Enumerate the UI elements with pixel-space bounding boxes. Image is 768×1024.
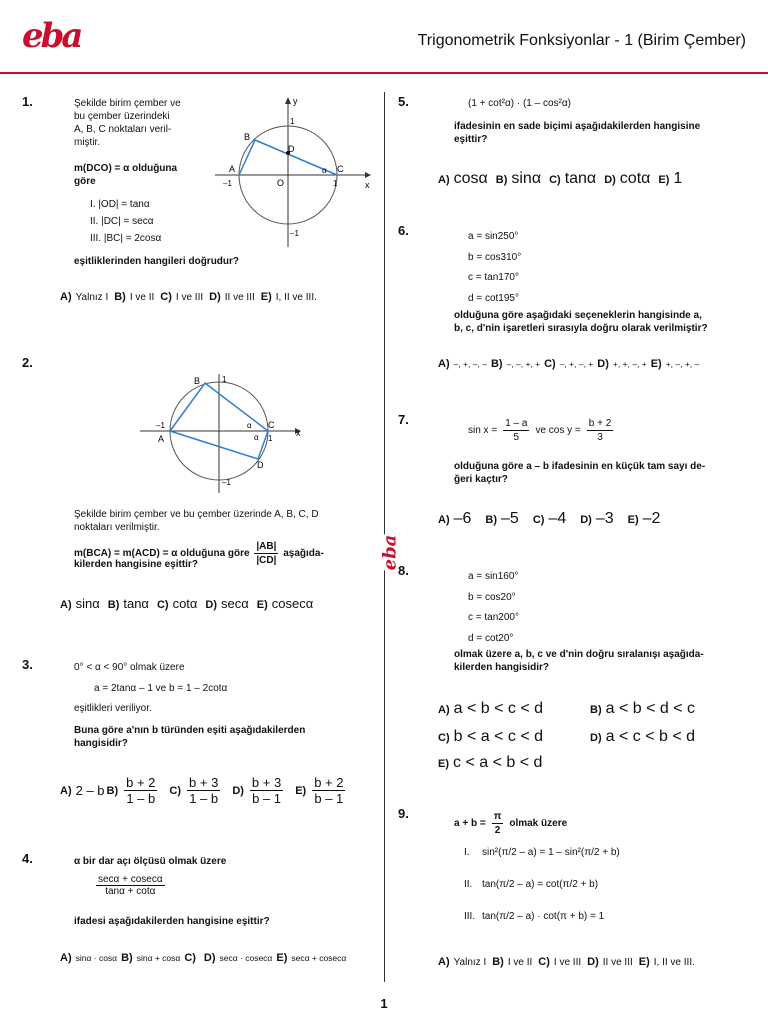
option-b[interactable]: B) I ve II: [492, 956, 533, 968]
option-e[interactable]: E) c < a < b < d: [438, 754, 543, 771]
label-one-right: 1: [268, 434, 273, 443]
question-given: m(DCO) = α olduğuna göre: [74, 163, 178, 187]
label-A: A: [158, 434, 165, 444]
label-x: x: [365, 180, 370, 190]
question-prompt: ifadesi aşağıdakilerden hangisine eşittir?: [74, 916, 270, 927]
label-one-right: 1: [333, 179, 338, 188]
definitions: a = sin250° b = cos310° c = tan170° d = cot195°: [468, 231, 522, 304]
question-prompt: Buna göre a'nın b türünden eşiti aşağıdakilerden hangisidir?: [74, 725, 306, 749]
label-D: D: [257, 460, 264, 470]
option-b[interactable]: B) a < b < d < c: [590, 700, 696, 717]
label-B: B: [244, 132, 251, 142]
option-b[interactable]: B) sinα + cosα: [121, 952, 181, 964]
label-minus-one-bottom: –1: [222, 478, 231, 487]
option-a[interactable]: A) sinα · cosα: [60, 952, 118, 964]
header-rule: [0, 72, 768, 74]
option-b[interactable]: B) I ve II: [114, 291, 155, 303]
option-e[interactable]: E) $\frac{b + 2}{b - 1}$: [295, 775, 344, 806]
question-number: 3.: [22, 657, 33, 672]
question-number: 2.: [22, 355, 33, 370]
unit-circle-figure: [215, 92, 375, 252]
definitions: a = sin160° b = cos20° c = tan200° d = cot20°: [468, 571, 519, 644]
option-a[interactable]: A) 2 – b: [60, 783, 105, 798]
label-y: y: [293, 96, 298, 106]
label-alpha: α: [322, 166, 327, 175]
option-a[interactable]: A) a < b < c < d: [438, 700, 544, 717]
option-c[interactable]: C) b < a < c < d: [438, 728, 544, 745]
question-number: 4.: [22, 851, 33, 866]
option-c[interactable]: C) tanα: [549, 170, 597, 187]
option-b[interactable]: B) $\frac{b + 2}{1 - b}$: [106, 775, 156, 806]
question-given: m(BCA) = m(ACD) = α olduğuna göre $\frac{|AB|}{|CD|}$ aşağıda-: [74, 541, 324, 566]
page-number: 1: [380, 996, 388, 1011]
option-e[interactable]: E) I, II ve III.: [638, 956, 695, 968]
option-a[interactable]: A) –, +, –, –: [438, 358, 487, 370]
label-C: C: [268, 420, 275, 430]
statement-2: II. tan(π/2 – a) = cot(π/2 + b): [464, 879, 599, 890]
label-C: C: [337, 164, 344, 174]
option-d[interactable]: D) +, +, –, +: [597, 358, 647, 370]
condition: 0° < α < 90° olmak üzere: [74, 662, 185, 673]
question-prompt: eşitliklerinden hangileri doğrudur?: [74, 256, 240, 267]
answer-options: [60, 291, 323, 303]
equation: sin x = $\frac{1 - a}{5}$ ve cos y = $\frac{b + 2}{3}$: [468, 418, 612, 443]
option-b[interactable]: B) –, –, +, +: [490, 358, 541, 370]
answer-options: [438, 170, 690, 188]
option-e[interactable]: E) –2: [627, 510, 661, 527]
option-a[interactable]: A) –6: [438, 510, 472, 527]
side-eba-logo: eba: [379, 534, 401, 571]
answer-options: [438, 358, 703, 370]
statement-1: I. sin²(π/2 – a) = 1 – sin²(π/2 + b): [464, 847, 620, 858]
question-prompt: ifadesinin en sade biçimi aşağıdakilerden hangisine eşittir?: [454, 121, 701, 145]
option-c[interactable]: C) –4: [532, 510, 567, 527]
option-a[interactable]: A) Yalnız I: [60, 291, 109, 303]
label-alpha-2: α: [254, 433, 259, 442]
option-e[interactable]: E) I, II ve III.: [260, 291, 317, 303]
unit-circle-figure: [140, 368, 310, 498]
option-e[interactable]: E) cosecα: [256, 596, 314, 611]
question-number: 5.: [398, 94, 409, 109]
answer-options: [60, 775, 357, 806]
option-b[interactable]: B) tanα: [107, 596, 149, 611]
answer-options: [438, 956, 701, 968]
option-d[interactable]: D) secα: [205, 596, 249, 611]
question-number: 7.: [398, 412, 409, 427]
option-b[interactable]: B) sinα: [495, 170, 542, 187]
condition: α bir dar açı ölçüsü olmak üzere: [74, 856, 227, 867]
eba-logo: eba: [22, 16, 81, 56]
label-one-top: 1: [222, 375, 227, 384]
answer-options: [60, 596, 321, 611]
label-alpha-1: α: [247, 421, 252, 430]
condition: a + b = $\frac{\pi}{2}$ olmak üzere: [454, 811, 568, 836]
option-c[interactable]: C) –, +, –, +: [544, 358, 594, 370]
option-c[interactable]: C) $\frac{b + 3}{1 - b}$: [169, 775, 219, 806]
option-d[interactable]: D) –3: [580, 510, 614, 527]
answer-options: [438, 510, 668, 528]
option-d[interactable]: D) II ve III: [587, 956, 633, 968]
statement-3: III. tan(π/2 – a) · cot(π + b) = 1: [464, 911, 605, 922]
question-number: 6.: [398, 223, 409, 238]
answer-option-row-3: [438, 754, 550, 772]
answer-option-row-1: [438, 700, 703, 718]
answer-option-row-2: [438, 728, 703, 746]
equations: a = 2tanα – 1 ve b = 1 – 2cotα: [94, 683, 228, 694]
question-prompt: kilerden hangisine eşittir?: [74, 559, 198, 570]
option-e[interactable]: E) 1: [658, 170, 683, 187]
option-d[interactable]: D) $\frac{b + 3}{b - 1}$: [232, 775, 282, 806]
label-x: x: [296, 428, 301, 438]
question-prompt: olmak üzere a, b, c ve d'nin doğru sıralanışı aşağıda- kilerden hangisidir?: [454, 649, 704, 673]
label-one-top: 1: [290, 117, 295, 126]
option-d[interactable]: D) II ve III: [209, 291, 255, 303]
question-stem: Şekilde birim çember ve bu çember üzerindeki A, B, C noktaları veril- miştir.: [74, 98, 181, 148]
label-D: D: [288, 144, 295, 154]
option-a[interactable]: A) sinα: [60, 596, 100, 611]
statement-list: I. |OD| = tanα II. |DC| = secα III. |BC| = 2cosα: [90, 199, 162, 244]
label-B: B: [194, 376, 201, 386]
question-number: 1.: [22, 94, 33, 109]
question-stem: Şekilde birim çember ve bu çember üzerinde A, B, C, D noktaları verilmiştir.: [74, 509, 319, 533]
question-prompt: olduğuna göre aşağıdaki seçeneklerin hangisinde a, b, c, d'nin işaretleri sırasıyla doğru olarak verilmiştir?: [454, 310, 708, 334]
option-a[interactable]: A) cosα: [438, 170, 488, 187]
label-minus-one: –1: [156, 421, 165, 430]
option-c[interactable]: C): [184, 952, 196, 964]
label-O: O: [277, 178, 285, 188]
document-title: Trigonometrik Fonksiyonlar - 1 (Birim Çember): [417, 32, 746, 49]
option-b[interactable]: B) –5: [485, 510, 519, 527]
option-e[interactable]: E) +, –, +, –: [650, 358, 700, 370]
answer-options: [60, 952, 350, 964]
question-prompt: olduğuna göre a – b ifadesinin en küçük tam sayı de- ğeri kaçtır?: [454, 461, 706, 485]
question-number: 9.: [398, 806, 409, 821]
option-c[interactable]: C) I ve III: [160, 291, 204, 303]
label-minus-one-bottom: –1: [290, 229, 299, 238]
fraction: $\frac{|AB|}{|CD|}$: [256, 541, 277, 566]
expression: (1 + cot²α) · (1 – cos²α): [468, 98, 571, 109]
option-d[interactable]: D) secα · cosecα: [203, 952, 273, 964]
expression-fraction: secα + cosecα tanα + cotα: [98, 874, 163, 897]
label-minus-one: –1: [223, 179, 232, 188]
statement: eşitlikleri veriliyor.: [74, 703, 152, 714]
option-c[interactable]: C) cotα: [156, 596, 198, 611]
option-a[interactable]: A) Yalnız I: [438, 956, 487, 968]
label-A: A: [229, 164, 236, 174]
option-e[interactable]: E) secα + cosecα: [276, 952, 347, 964]
option-d[interactable]: D) cotα: [604, 170, 651, 187]
option-d[interactable]: D) a < c < b < d: [590, 728, 696, 745]
question-number: 8.: [398, 563, 409, 578]
option-c[interactable]: C) I ve III: [538, 956, 582, 968]
